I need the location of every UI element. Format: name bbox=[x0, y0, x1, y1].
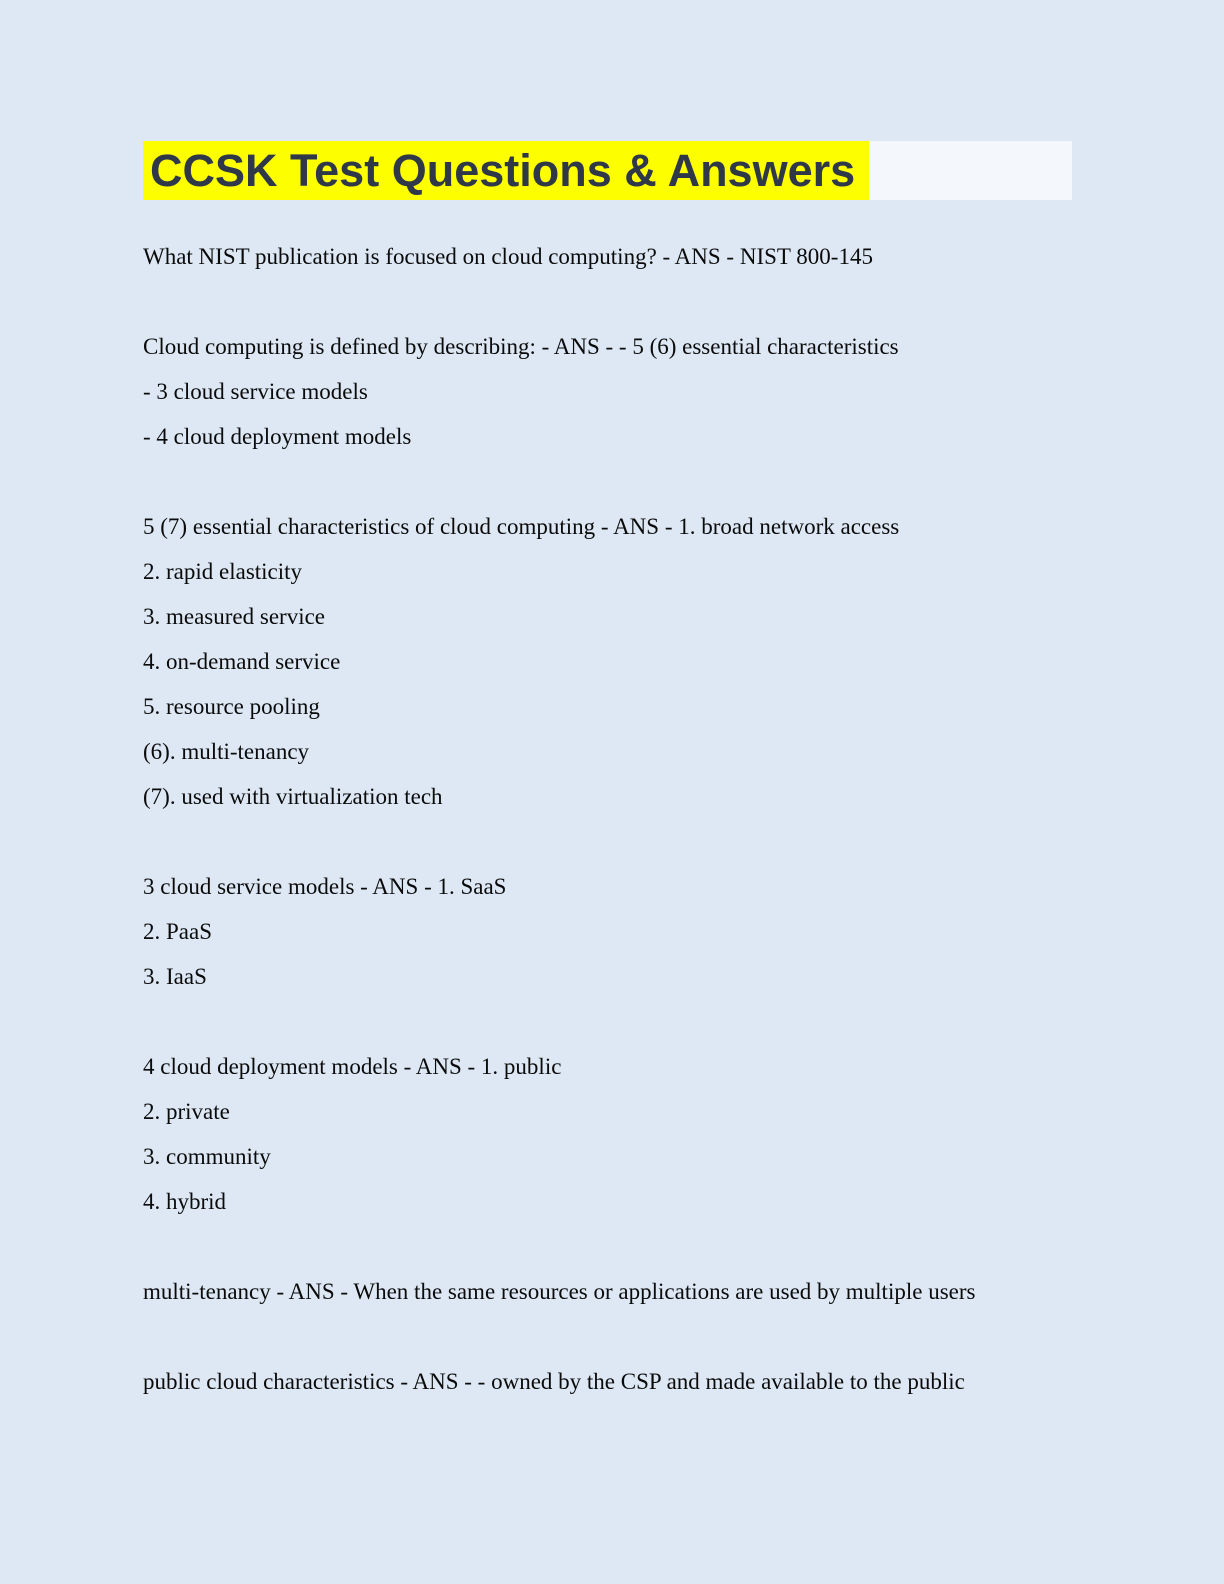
qa-line: 3. measured service bbox=[143, 604, 326, 629]
qa-block bbox=[143, 504, 1083, 819]
qa-block bbox=[143, 324, 1083, 459]
qa-line: 4. on-demand service bbox=[143, 649, 341, 674]
qa-line: 3. IaaS bbox=[143, 964, 207, 989]
qa-line: 2. PaaS bbox=[143, 919, 212, 944]
qa-line: 5. resource pooling bbox=[143, 694, 320, 719]
qa-line: public cloud characteristics - ANS - - owned by the CSP and made available to the public bbox=[143, 1369, 965, 1394]
qa-line: 5 (7) essential characteristics of cloud computing - ANS - 1. broad network access bbox=[143, 514, 900, 539]
qa-block bbox=[143, 234, 1083, 279]
qa-line: What NIST publication is focused on cloud computing? - ANS - NIST 800-145 bbox=[143, 244, 873, 269]
title-tail-box bbox=[869, 141, 1072, 200]
qa-list bbox=[143, 234, 1083, 1404]
qa-line: 3 cloud service models - ANS - 1. SaaS bbox=[143, 874, 507, 899]
qa-line: 2. private bbox=[143, 1099, 230, 1124]
qa-block bbox=[143, 1044, 1083, 1224]
qa-line: - 4 cloud deployment models bbox=[143, 424, 412, 449]
qa-line: 4. hybrid bbox=[143, 1189, 227, 1214]
qa-block bbox=[143, 1359, 1083, 1404]
qa-line: 2. rapid elasticity bbox=[143, 559, 303, 584]
qa-line: multi-tenancy - ANS - When the same resources or applications are used by multiple users bbox=[143, 1279, 976, 1304]
qa-line: 3. community bbox=[143, 1144, 271, 1169]
title-highlighted-text: CCSK Test Questions & Answers bbox=[143, 141, 869, 200]
document-title bbox=[143, 141, 1072, 200]
qa-block bbox=[143, 1269, 1083, 1314]
qa-block bbox=[143, 864, 1083, 999]
qa-line: - 3 cloud service models bbox=[143, 379, 368, 404]
qa-line: 4 cloud deployment models - ANS - 1. public bbox=[143, 1054, 562, 1079]
qa-line: Cloud computing is defined by describing: - ANS - - 5 (6) essential characteristics bbox=[143, 334, 899, 359]
qa-line: (6). multi-tenancy bbox=[143, 739, 310, 764]
qa-line: (7). used with virtualization tech bbox=[143, 784, 443, 809]
